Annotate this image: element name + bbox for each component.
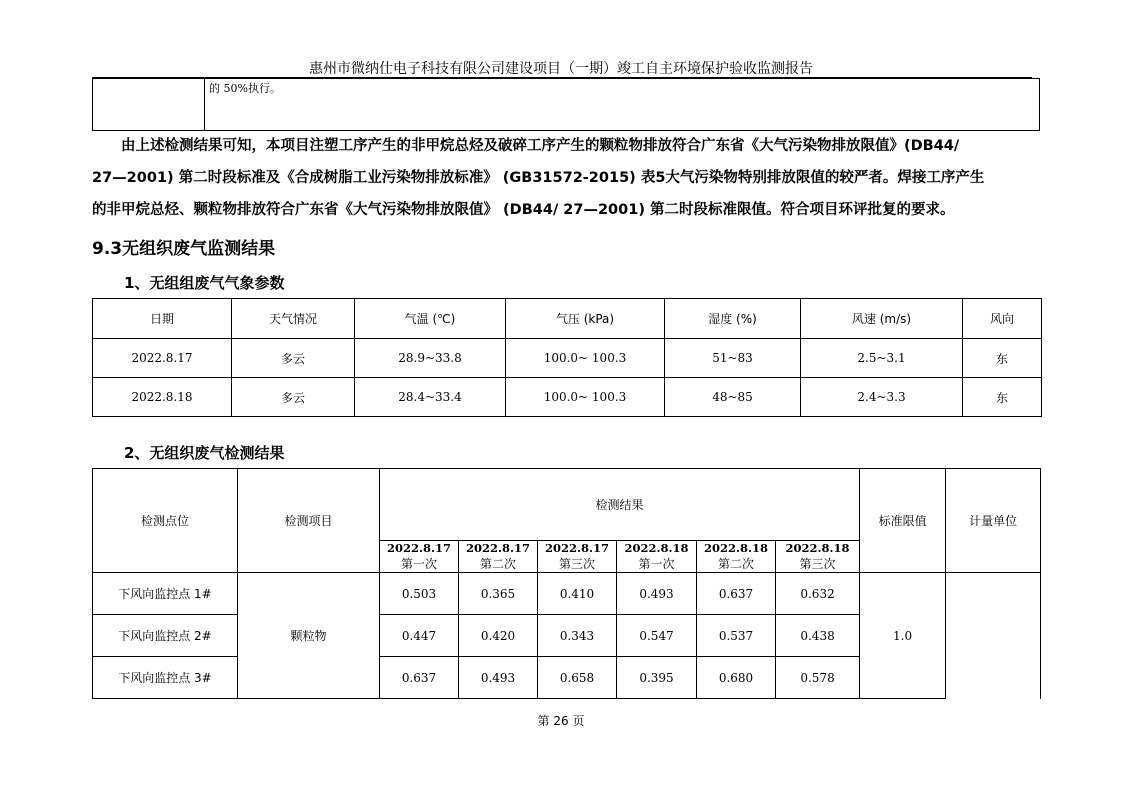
subheader-round: 第三次 [799, 557, 836, 571]
weather-header-humidity: 湿度 (%) [665, 299, 801, 339]
results-subtitle: 2、无组织废气检测结果 [124, 444, 285, 462]
results-unit [946, 573, 1041, 699]
results-value: 0.365 [459, 573, 538, 615]
weather-cell: 100.0~ 100.3 [506, 339, 665, 378]
results-value: 0.493 [459, 657, 538, 699]
results-value: 0.680 [697, 657, 776, 699]
subheader-round: 第一次 [400, 557, 437, 571]
results-subheader [538, 541, 617, 573]
continuation-empty-cell [93, 79, 205, 131]
continuation-text: 的 50%执行。 [205, 79, 1040, 131]
subheader-date: 2022.8.17 [386, 541, 452, 555]
weather-table [92, 298, 1042, 417]
results-item: 颗粒物 [238, 573, 380, 699]
results-subheader [380, 541, 459, 573]
weather-cell: 2022.8.18 [93, 378, 232, 417]
weather-cell: 东 [963, 378, 1042, 417]
results-subheader [617, 541, 697, 573]
subheader-date: 2022.8.18 [703, 541, 769, 555]
results-value: 0.410 [538, 573, 617, 615]
weather-cell: 100.0~ 100.3 [506, 378, 665, 417]
weather-cell: 51~83 [665, 339, 801, 378]
results-point: 下风向监控点 3# [93, 657, 238, 699]
weather-row [93, 378, 1042, 417]
summary-line-3: 的非甲烷总烃、颗粒物排放符合广东省《大气污染物排放限值》 (DB44/ 27—2001) 第二时段标准限值。符合项目环评批复的要求。 [92, 202, 955, 218]
results-value: 0.438 [776, 615, 860, 657]
subheader-date: 2022.8.18 [785, 541, 850, 555]
weather-cell: 东 [963, 339, 1042, 378]
summary-line-2: 27—2001) 第二时段标准及《合成树脂工业污染物排放标准》 (GB31572-2015) 表5大气污染物特别排放限值的较严者。焊接工序产生 [92, 170, 985, 186]
section-title: 9.3无组织废气监测结果 [92, 239, 276, 259]
results-value: 0.447 [380, 615, 459, 657]
weather-cell: 2.4~3.3 [801, 378, 963, 417]
weather-cell: 28.9~33.8 [355, 339, 506, 378]
subheader-round: 第三次 [558, 557, 595, 571]
results-header-point: 检测点位 [93, 469, 238, 573]
results-value: 0.547 [617, 615, 697, 657]
results-value: 0.503 [380, 573, 459, 615]
results-point: 下风向监控点 2# [93, 615, 238, 657]
results-value: 0.395 [617, 657, 697, 699]
results-value: 0.537 [697, 615, 776, 657]
weather-header-wind-speed: 风速 (m/s) [801, 299, 963, 339]
weather-subtitle: 1、无组组废气气象参数 [124, 274, 285, 292]
results-value: 0.632 [776, 573, 860, 615]
results-row [93, 573, 1041, 615]
page-number: 第 26 页 [537, 714, 585, 728]
subheader-round: 第二次 [479, 557, 516, 571]
weather-cell: 多云 [232, 339, 355, 378]
subheader-date: 2022.8.17 [544, 541, 610, 555]
subheader-date: 2022.8.17 [465, 541, 531, 555]
weather-cell: 2.5~3.1 [801, 339, 963, 378]
results-value: 0.637 [697, 573, 776, 615]
weather-header-row [93, 299, 1042, 339]
results-header-item: 检测项目 [238, 469, 380, 573]
subheader-date: 2022.8.18 [624, 541, 689, 555]
weather-header-date: 日期 [93, 299, 232, 339]
report-header-title: 惠州市微纳仕电子科技有限公司建设项目（一期）竣工自主环境保护验收监测报告 [309, 61, 813, 77]
results-header-group: 检测结果 [380, 469, 860, 541]
continuation-table [92, 78, 1040, 131]
results-value: 0.637 [380, 657, 459, 699]
weather-header-condition: 天气情况 [232, 299, 355, 339]
weather-cell: 48~85 [665, 378, 801, 417]
results-value: 0.420 [459, 615, 538, 657]
subheader-round: 第二次 [717, 557, 754, 571]
results-header-unit: 计量单位 [946, 469, 1041, 573]
results-value: 0.493 [617, 573, 697, 615]
summary-line-1: 由上述检测结果可知，本项目注塑工序产生的非甲烷总烃及破碎工序产生的颗粒物排放符合广东省《大气污染物排放限值》(DB44/ [92, 138, 960, 154]
results-value: 0.578 [776, 657, 860, 699]
results-table [92, 468, 1041, 699]
results-value: 0.658 [538, 657, 617, 699]
subheader-round: 第一次 [638, 557, 675, 571]
weather-row [93, 339, 1042, 378]
summary-paragraph [92, 130, 1040, 226]
results-header-limit: 标准限值 [860, 469, 946, 573]
results-limit: 1.0 [860, 573, 946, 699]
results-subheader [776, 541, 860, 573]
results-point: 下风向监控点 1# [93, 573, 238, 615]
results-subheader [459, 541, 538, 573]
weather-cell: 多云 [232, 378, 355, 417]
results-subheader [697, 541, 776, 573]
weather-cell: 28.4~33.4 [355, 378, 506, 417]
weather-header-temp: 气温 (℃) [355, 299, 506, 339]
weather-header-pressure: 气压 (kPa) [506, 299, 665, 339]
results-value: 0.343 [538, 615, 617, 657]
weather-header-wind-dir: 风向 [963, 299, 1042, 339]
weather-cell: 2022.8.17 [93, 339, 232, 378]
